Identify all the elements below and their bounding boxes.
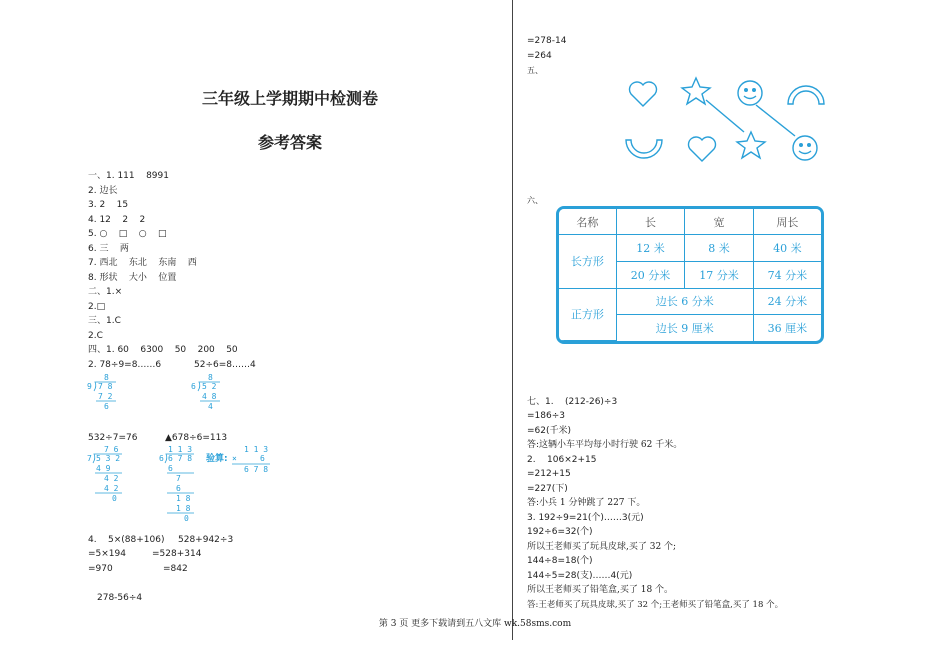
svg-text:4 8: 4 8 xyxy=(202,392,217,401)
table-cell: 正方形 xyxy=(559,288,616,340)
smiley-icon xyxy=(793,136,817,160)
page-subtitle: 参考答案 xyxy=(257,133,322,152)
svg-text:7 2: 7 2 xyxy=(98,392,113,401)
svg-text:7: 7 xyxy=(87,454,92,463)
section-label: 五、 xyxy=(527,66,543,75)
answer-line: 所以王老师买了玩具皮球,买了 32 个; xyxy=(527,542,677,552)
svg-text:×: × xyxy=(232,454,237,463)
answer-line: =62(千米) xyxy=(527,426,572,436)
svg-text:4 2: 4 2 xyxy=(104,484,119,493)
smiley-icon xyxy=(738,81,762,105)
svg-text:6 7 8: 6 7 8 xyxy=(168,454,193,463)
svg-text:9: 9 xyxy=(87,382,92,391)
answer-line: 192÷6=32(个) xyxy=(527,527,593,537)
answer-line: 52÷6=8……4 xyxy=(194,360,256,370)
smile-arch-icon xyxy=(626,140,662,158)
svg-text:4 2: 4 2 xyxy=(104,474,119,483)
long-division-78-9 xyxy=(86,372,126,412)
table-row xyxy=(559,288,821,315)
svg-text:8: 8 xyxy=(208,373,213,382)
star-icon xyxy=(682,78,710,104)
answer-line: 4. 5×(88+106) xyxy=(88,535,165,545)
svg-text:4 9: 4 9 xyxy=(96,464,111,473)
heart-icon xyxy=(689,137,716,161)
svg-text:0: 0 xyxy=(184,514,189,523)
table-cell: 40 米 xyxy=(753,235,821,262)
answer-line: 532÷7=76 xyxy=(88,433,138,443)
answer-line: 一、1. 111 8991 xyxy=(88,171,169,181)
svg-text:1 1 3: 1 1 3 xyxy=(168,445,193,454)
svg-text:6: 6 xyxy=(168,464,173,473)
table-header: 宽 xyxy=(685,209,754,235)
answer-line: 5. ○ □ ○ □ xyxy=(88,229,167,239)
long-division-678-6 xyxy=(158,444,203,524)
table-cell: 20 分米 xyxy=(616,261,685,288)
answer-line: 二、1.× xyxy=(88,287,123,297)
column-divider xyxy=(512,0,513,640)
answer-line: 528+942÷3 xyxy=(178,535,234,545)
answer-line: 4. 12 2 2 xyxy=(88,215,146,225)
svg-text:6: 6 xyxy=(159,454,164,463)
check-multiplication xyxy=(230,444,272,484)
answer-line: 答:小兵 1 分钟跳了 227 下。 xyxy=(527,498,646,508)
svg-text:8: 8 xyxy=(104,373,109,382)
table-cell: 8 米 xyxy=(685,235,754,262)
table-row xyxy=(559,235,821,262)
answer-line: 2. 106×2+15 xyxy=(527,455,597,465)
answer-line: =970 xyxy=(88,564,113,574)
star-icon xyxy=(737,132,765,158)
shape-table xyxy=(556,206,824,344)
page-title: 三年级上学期期中检测卷 xyxy=(201,89,378,108)
answer-line: =227(下) xyxy=(527,484,568,494)
answer-line: =842 xyxy=(163,564,188,574)
answer-line: 278-56÷4 xyxy=(97,593,143,603)
check-label: 验算: xyxy=(206,454,228,464)
svg-text:7 6: 7 6 xyxy=(104,445,119,454)
svg-text:7 8: 7 8 xyxy=(98,382,113,391)
answer-line: 答:王老师买了玩具皮球,买了 32 个;王老师买了铅笔盒,买了 18 个。 xyxy=(527,600,784,610)
svg-text:5 2: 5 2 xyxy=(202,382,217,391)
answer-line: =264 xyxy=(527,51,552,61)
answer-line: 四、1. 60 6300 50 200 50 xyxy=(88,345,238,355)
table-cell: 长方形 xyxy=(559,235,616,288)
answer-line: 2.□ xyxy=(88,302,106,312)
svg-text:1 1 3: 1 1 3 xyxy=(244,445,269,454)
svg-text:6: 6 xyxy=(104,402,109,411)
answer-line: 144÷5=28(支)……4(元) xyxy=(527,571,633,581)
answer-line: 8. 形状 大小 位置 xyxy=(88,273,177,283)
answer-line: 2. 78÷9=8……6 xyxy=(88,360,162,370)
answer-line: =528+314 xyxy=(152,549,202,559)
svg-text:4: 4 xyxy=(208,402,213,411)
arch-icon xyxy=(788,86,824,104)
table-cell: 24 分米 xyxy=(753,288,821,315)
long-division-52-6 xyxy=(190,372,230,412)
match-line xyxy=(756,105,795,136)
answer-line: =278-14 xyxy=(527,36,567,46)
table-cell: 边长 6 分米 xyxy=(616,288,753,315)
table-cell: 36 厘米 xyxy=(753,315,821,341)
answer-line: 2. 边长 xyxy=(88,186,118,196)
answer-line: 七、1. (212-26)÷3 xyxy=(527,397,618,407)
answer-line: =186÷3 xyxy=(527,411,565,421)
answer-line: 3. 2 15 xyxy=(88,200,129,210)
svg-text:6: 6 xyxy=(191,382,196,391)
answer-line: ▲678÷6=113 xyxy=(165,433,228,443)
svg-text:6: 6 xyxy=(176,484,181,493)
table-header: 名称 xyxy=(559,209,616,235)
table-header: 周长 xyxy=(753,209,821,235)
svg-text:6 7 8: 6 7 8 xyxy=(244,465,269,474)
shape-matching-figure xyxy=(620,70,835,170)
answer-line: =212+15 xyxy=(527,469,571,479)
match-line xyxy=(706,100,744,132)
answer-line: =5×194 xyxy=(88,549,126,559)
heart-icon xyxy=(630,82,657,106)
table-cell: 12 米 xyxy=(616,235,685,262)
answer-line: 3. 192÷9=21(个)……3(元) xyxy=(527,513,644,523)
svg-text:1 8: 1 8 xyxy=(176,504,191,513)
answer-line: 6. 三 两 xyxy=(88,244,129,254)
page-footer: 第 3 页 更多下载请到五八文库 wk.58sms.com xyxy=(378,619,572,629)
answer-line: 三、1.C xyxy=(88,316,121,326)
table-cell: 17 分米 xyxy=(685,261,754,288)
table-header: 长 xyxy=(616,209,685,235)
svg-text:1 8: 1 8 xyxy=(176,494,191,503)
svg-text:6: 6 xyxy=(260,454,265,463)
table-cell: 边长 9 厘米 xyxy=(616,315,753,341)
answer-line: 144÷8=18(个) xyxy=(527,556,593,566)
answer-line: 7. 西北 东北 东南 西 xyxy=(88,258,197,268)
answer-line: 2.C xyxy=(88,331,103,341)
table-cell: 74 分米 xyxy=(753,261,821,288)
svg-text:7: 7 xyxy=(176,474,181,483)
answer-line: 所以王老师买了铅笔盒,买了 18 个。 xyxy=(527,585,674,595)
answer-line: 答:这辆小车平均每小时行驶 62 千米。 xyxy=(527,440,683,450)
long-division-532-7 xyxy=(86,444,131,504)
svg-text:0: 0 xyxy=(112,494,117,503)
section-label: 六、 xyxy=(527,196,543,205)
svg-text:5 3 2: 5 3 2 xyxy=(96,454,121,463)
